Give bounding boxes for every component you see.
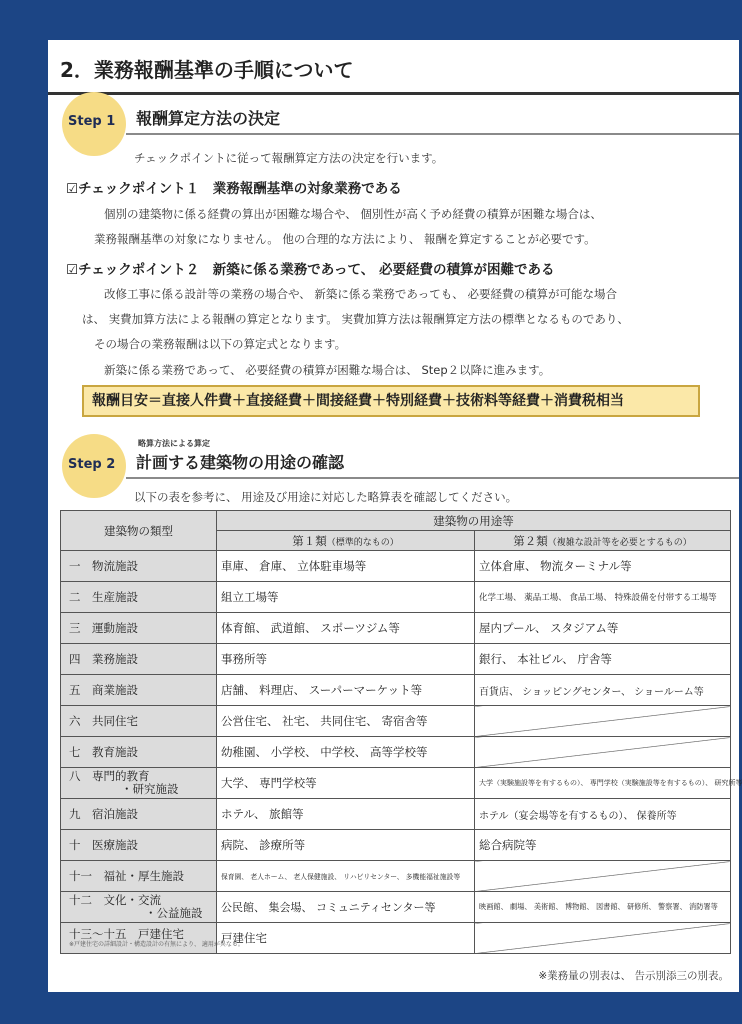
class1-cell: 公民館、 集会場、 コミュニティセンター等 [217,892,475,923]
checkpoint2-line: 新築に係る業務であって、 必要経費の積算が困難な場合は、 Step２以降に進みます。 [104,363,551,377]
table-row [61,737,731,768]
table-row [61,892,731,923]
building-type: 九 宿泊施設 [61,799,217,830]
checkpoint1-title: ☑チェックポイント１ 業務報酬基準の対象業務である [66,181,402,197]
class2-cell: ホテル（宴会場等を有するもの）、 保養所等 [475,799,731,830]
col-header-class1: 第１類（標準的なもの） [217,531,475,551]
document-page [48,40,742,992]
checkpoint2-line: 改修工事に係る設計等の業務の場合や、 新築に係る業務であっても、 必要経費の積算が可能な場合 [104,287,617,301]
checkpoint2-line: その場合の業務報酬は以下の算定式となります。 [94,337,347,351]
class2-cell: 銀行、 本社ビル、 庁舎等 [475,644,731,675]
class2-cell-empty [475,737,731,768]
class1-cell: 公営住宅、 社宅、 共同住宅、 寄宿舎等 [217,706,475,737]
class2-cell: 総合病院等 [475,830,731,861]
building-type-note: ※戸建住宅の詳細設計・構造設計の有無により、 適用が異なる。 [69,941,244,948]
building-type: 六 共同住宅 [61,706,217,737]
building-type: 八 専門的教育 ・研究施設 [61,768,217,799]
col-header-class2: 第２類（複雑な設計等を必要とするもの） [475,531,731,551]
table-row [61,830,731,861]
building-type: 二 生産施設 [61,582,217,613]
step2-underline [126,477,739,479]
class2-cell: 立体倉庫、 物流ターミナル等 [475,551,731,582]
checkpoint2-line: は、 実費加算方法による報酬の算定となります。 実費加算方法は報酬算定方法の標準となるものであり、 [82,312,629,326]
class2-cell-empty [475,706,731,737]
building-type: 十一 福祉・厚生施設 [61,861,217,892]
section-header [48,48,739,95]
class2-cell: 百貨店、 ショッピングセンター、 ショールーム等 [475,675,731,706]
building-type: 十二 文化・交流 ・公益施設 [61,892,217,923]
step1-label: Step 1 [68,114,116,129]
table-row [61,582,731,613]
class1-cell: 組立工場等 [217,582,475,613]
checkpoint1-line: 業務報酬基準の対象になりません。 他の合理的な方法により、 報酬を算定することが必要です。 [94,232,596,246]
class1-cell: ホテル、 旅館等 [217,799,475,830]
class1-cell: 病院、 診療所等 [217,830,475,861]
step1-underline [126,133,739,135]
step2-label: Step 2 [68,457,116,472]
class1-cell: 車庫、 倉庫、 立体駐車場等 [217,551,475,582]
building-type: 七 教育施設 [61,737,217,768]
table-row [61,861,731,892]
class2-cell-empty [475,861,731,892]
table-row [61,706,731,737]
step1-title: 報酬算定方法の決定 [136,109,281,128]
table-row [61,675,731,706]
step2-note: 略算方法による算定 [138,439,210,448]
building-type: 一 物流施設 [61,551,217,582]
class1-cell: 戸建住宅 [217,923,475,954]
table-row [61,613,731,644]
table-row [61,551,731,582]
table-row [61,799,731,830]
class2-cell: 大学（実験施設等を有するもの）、 専門学校（実験施設等を有するもの）、 研究所等 [475,768,731,799]
step2-title: 計画する建築物の用途の確認 [136,453,345,472]
building-type: 四 業務施設 [61,644,217,675]
class1-cell: 店舗、 料理店、 スーパーマーケット等 [217,675,475,706]
building-type: 三 運動施設 [61,613,217,644]
checkpoint2-title: ☑チェックポイント２ 新築に係る業務であって、 必要経費の積算が困難である [66,262,555,278]
class1-cell: 体育館、 武道館、 スポーツジム等 [217,613,475,644]
class2-cell: 化学工場、 薬品工場、 食品工場、 特殊設備を付帯する工場等 [475,582,731,613]
class1-cell: 幼稚園、 小学校、 中学校、 高等学校等 [217,737,475,768]
building-type: 五 商業施設 [61,675,217,706]
table-row [61,923,731,954]
class1-cell: 保育園、 老人ホーム、 老人保健施設、 リハビリセンター、 多機能福祉施設等 [217,861,475,892]
class2-cell: 屋内プール、 スタジアム等 [475,613,731,644]
building-use-table [60,510,742,954]
table-row [61,644,731,675]
table-row [61,768,731,799]
class1-cell: 事務所等 [217,644,475,675]
building-type: 十三〜十五 戸建住宅 ※戸建住宅の詳細設計・構造設計の有無により、 適用が異なる。 [61,923,217,954]
class1-cell: 大学、 専門学校等 [217,768,475,799]
col-header-use: 建築物の用途等 [217,511,731,531]
building-type: 十 医療施設 [61,830,217,861]
footnote: ※業務量の別表は、 告示別添三の別表。 [538,970,729,982]
step1-intro: チェックポイントに従って報酬算定方法の決定を行います。 [134,151,444,165]
fee-formula: 報酬目安＝直接人件費＋直接経費＋間接経費＋特別経費＋技術料等経費＋消費税相当 [82,385,700,417]
class2-cell-empty [475,923,731,954]
col-header-type: 建築物の類型 [61,511,217,551]
page-title: 2．業務報酬基準の手順について [60,58,354,82]
checkpoint1-line: 個別の建築物に係る経費の算出が困難な場合や、 個別性が高く予め経費の積算が困難な場合は、 [104,207,602,221]
step2-intro: 以下の表を参考に、 用途及び用途に対応した略算表を確認してください。 [134,490,518,504]
class2-cell: 映画館、 劇場、 美術館、 博物館、 図書館、 研修所、 警察署、 消防署等 [475,892,731,923]
